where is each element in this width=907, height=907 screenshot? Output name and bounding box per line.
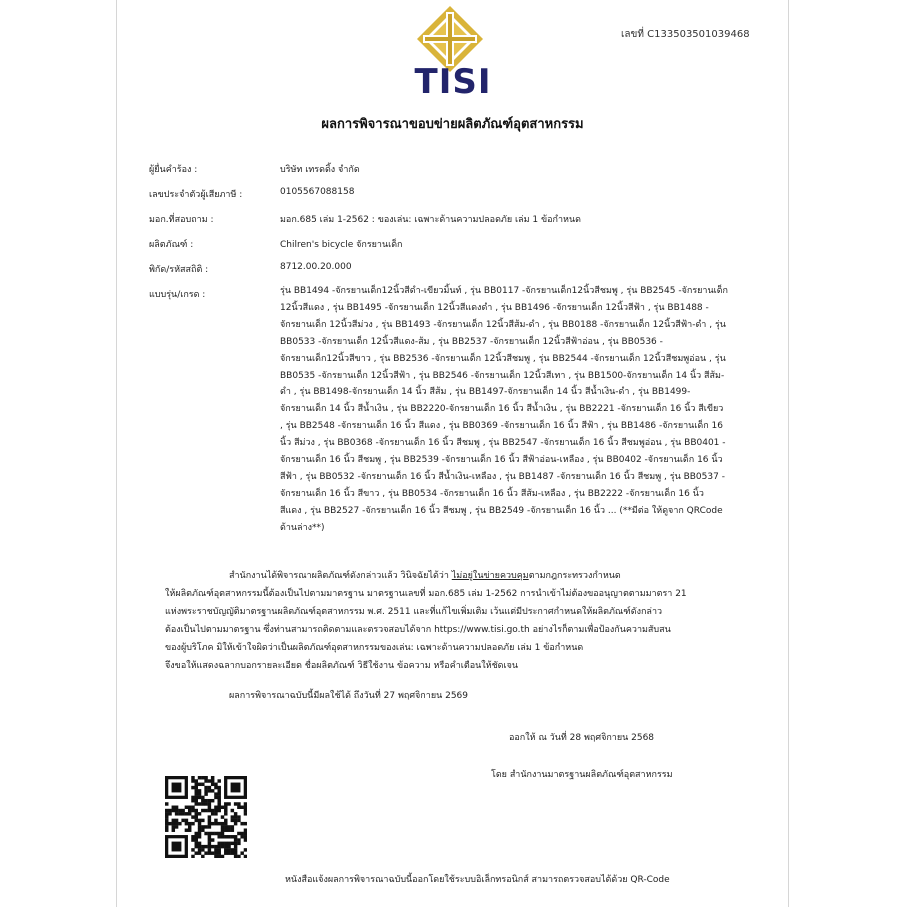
decision-text: ตามกฎกระทรวงกำหนด [528, 571, 621, 581]
field-label-tax-id: เลขประจำตัวผู้เสียภาษี : [149, 190, 243, 200]
models-line: สีแดง , รุ่น BB2527 -จักรยานเด็ก 16 นิ้ว สีชมพู , รุ่น BB2549 -จักรยานเด็ก 16 นิ้ว ... (**มีต่อ ให้ดูจาก QRCode [280, 505, 723, 516]
document-number: เลขที่ C133503501039468 [621, 29, 750, 40]
page-title: ผลการพิจารณาขอบข่ายผลิตภัณฑ์อุตสาหกรรม [321, 117, 584, 132]
models-line: รุ่น BB1494 -จักรยานเด็ก12นิ้วสีดำ-เขียวมิ้นท์ , รุ่น BB0117 -จักรยานเด็ก12นิ้วสีชมพู , รุ่น BB2545 -จักรยานเด็ก [280, 286, 729, 296]
decision-line: ให้ผลิตภัณฑ์อุตสาหกรรมนี้ต้องเป็นไปตามมาตรฐาน มาตรฐานเลขที่ มอก.685 เล่ม 1-2562 การนำเข้าไม่ต้องขออนุญาตตามมาตรา 21 [165, 589, 687, 599]
qr-code[interactable] [165, 776, 247, 858]
models-line: BB0535 -จักรยานเด็ก 12นิ้วสีฟ้า , รุ่น BB2546 -จักรยานเด็ก 12นิ้วสีเทา , รุ่น BB1500-จักรยานเด็ก 14 นิ้ว สีส้ม- [280, 370, 725, 381]
decision-text: สำนักงานได้พิจารณาผลิตภัณฑ์ดังกล่าวแล้ว วินิจฉัยได้ว่า [229, 571, 452, 581]
field-value-standard: มอก.685 เล่ม 1-2562 : ของเล่น: เฉพาะด้านความปลอดภัย เล่ม 1 ข้อกำหนด [280, 215, 581, 225]
models-line: จักรยานเด็ก12นิ้วสีขาว , รุ่น BB2536 -จักรยานเด็ก 12นิ้วสีชมพู , รุ่น BB2544 -จักรยานเด็ก 12นิ้วสีชมพูอ่อน , รุ่น [280, 353, 726, 364]
models-line: นิ้ว สีม่วง , รุ่น BB0368 -จักรยานเด็ก 16 นิ้ว สีชมพู , รุ่น BB2547 -จักรยานเด็ก 16 นิ้ว สีชมพูอ่อน , รุ่น BB0401 - [280, 438, 726, 449]
field-label-product: ผลิตภัณฑ์ : [149, 240, 194, 250]
decision-line: ต้องเป็นไปตามมาตรฐาน ซึ่งท่านสามารถติดตามและตรวจสอบได้จาก https://www.tisi.go.th อย่างไรก็ตามเพื่อป้องกันความสับสน [165, 625, 671, 635]
models-line: จักรยานเด็ก 16 นิ้ว สีชมพู , รุ่น BB2539 -จักรยานเด็ก 16 นิ้ว สีฟ้าอ่อน-เหลือง , รุ่น BB0402 -จักรยานเด็ก 16 นิ้ว [280, 455, 723, 466]
decision-line: ของผู้บริโภค มิให้เข้าใจผิดว่าเป็นผลิตภัณฑ์อุตสาหกรรมของเล่น: เฉพาะด้านความปลอดภัย เล่ม 1 ข้อกำหนด [165, 643, 584, 653]
models-line: จักรยานเด็ก 12นิ้วสีม่วง , รุ่น BB1493 -จักรยานเด็ก 12นิ้วสีส้ม-ดำ , รุ่น BB0188 -จักรยานเด็ก 12นิ้วสีฟ้า-ดำ , รุ่น [280, 319, 726, 330]
validity-date: ผลการพิจารณาฉบับนี้มีผลใช้ได้ ถึงวันที่ 27 พฤศจิกายน 2569 [229, 691, 469, 701]
document-page [116, 0, 789, 907]
models-list [280, 283, 750, 537]
issuing-authority: โดย สำนักงานมาตรฐานผลิตภัณฑ์อุตสาหกรรม [491, 770, 673, 780]
models-line: BB0533 -จักรยานเด็ก 12นิ้วสีแดง-ส้ม , รุ่น BB2537 -จักรยานเด็ก 12นิ้วสีฟ้าอ่อน , รุ่น BB0536 - [280, 336, 663, 347]
decision-line: จึงขอให้แสดงฉลากบอกรายละเอียด ชื่อผลิตภัณฑ์ วิธีใช้งาน ข้อความ หรือคำเตือนให้ชัดเจน [165, 661, 519, 671]
field-value-hs-code: 8712.00.20.000 [280, 262, 352, 272]
models-line: ด้านล่าง**) [280, 522, 325, 533]
footer-note: หนังสือแจ้งผลการพิจารณาฉบับนี้ออกโดยใช้ระบบอิเล็กทรอนิกส์ สามารถตรวจสอบได้ด้วย QR-Code [285, 875, 670, 885]
models-line: , รุ่น BB2548 -จักรยานเด็ก 16 นิ้ว สีแดง , รุ่น BB0369 -จักรยานเด็ก 16 นิ้ว สีฟ้า , รุ่น BB1486 -จักรยานเด็ก 16 [280, 421, 723, 432]
models-line: จักรยานเด็ก 16 นิ้ว สีขาว , รุ่น BB0534 -จักรยานเด็ก 16 นิ้ว สีส้ม-เหลือง , รุ่น BB2222 -จักรยานเด็ก 16 นิ้ว [280, 488, 704, 499]
field-label-applicant: ผู้ยื่นคำร้อง : [149, 165, 198, 175]
tisi-logo-text: TISI [414, 62, 492, 102]
issue-date: ออกให้ ณ วันที่ 28 พฤศจิกายน 2568 [509, 733, 655, 743]
field-value-tax-id: 0105567088158 [280, 187, 355, 197]
decision-line: แห่งพระราชบัญญัติมาตรฐานผลิตภัณฑ์อุตสาหกรรม พ.ศ. 2511 และที่แก้ไขเพิ่มเติม เว้นแต่มีประกาศกำหนดให้ผลิตภัณฑ์ดังกล่าว [165, 607, 663, 617]
decision-result: ไม่อยู่ในข่ายควบคุม [451, 571, 529, 581]
models-line: สีฟ้า , รุ่น BB0532 -จักรยานเด็ก 16 นิ้ว สีน้ำเงิน-เหลือง , รุ่น BB1487 -จักรยานเด็ก 16 นิ้ว สีชมพู , รุ่น BB0537 - [280, 471, 725, 482]
field-value-applicant: บริษัท เทรดดิ้ง จำกัด [280, 165, 360, 175]
field-value-product: Chilren's bicycle จักรยานเด็ก [280, 240, 403, 250]
decision-line [229, 568, 621, 582]
models-line: ดำ , รุ่น BB1498-จักรยานเด็ก 14 นิ้ว สีส้ม , รุ่น BB1497-จักรยานเด็ก 14 นิ้ว สีน้ำเงิน-ดำ , รุ่น BB1499- [280, 387, 691, 398]
field-label-hs-code: พิกัด/รหัสสถิติ : [149, 265, 209, 275]
field-label-models: แบบรุ่น/เกรด : [149, 290, 206, 300]
models-line: 12นิ้วสีแดง , รุ่น BB1495 -จักรยานเด็ก 12นิ้วสีแดงดำ , รุ่น BB1496 -จักรยานเด็ก 12นิ้วสีฟ้า , รุ่น BB1488 - [280, 302, 709, 313]
field-label-standard: มอก.ที่สอบถาม : [149, 215, 214, 225]
models-line: จักรยานเด็ก 14 นิ้ว สีน้ำเงิน , รุ่น BB2220-จักรยานเด็ก 16 นิ้ว สีน้ำเงิน , รุ่น BB2221 -จักรยานเด็ก 16 นิ้ว สีเขียว [280, 404, 724, 415]
